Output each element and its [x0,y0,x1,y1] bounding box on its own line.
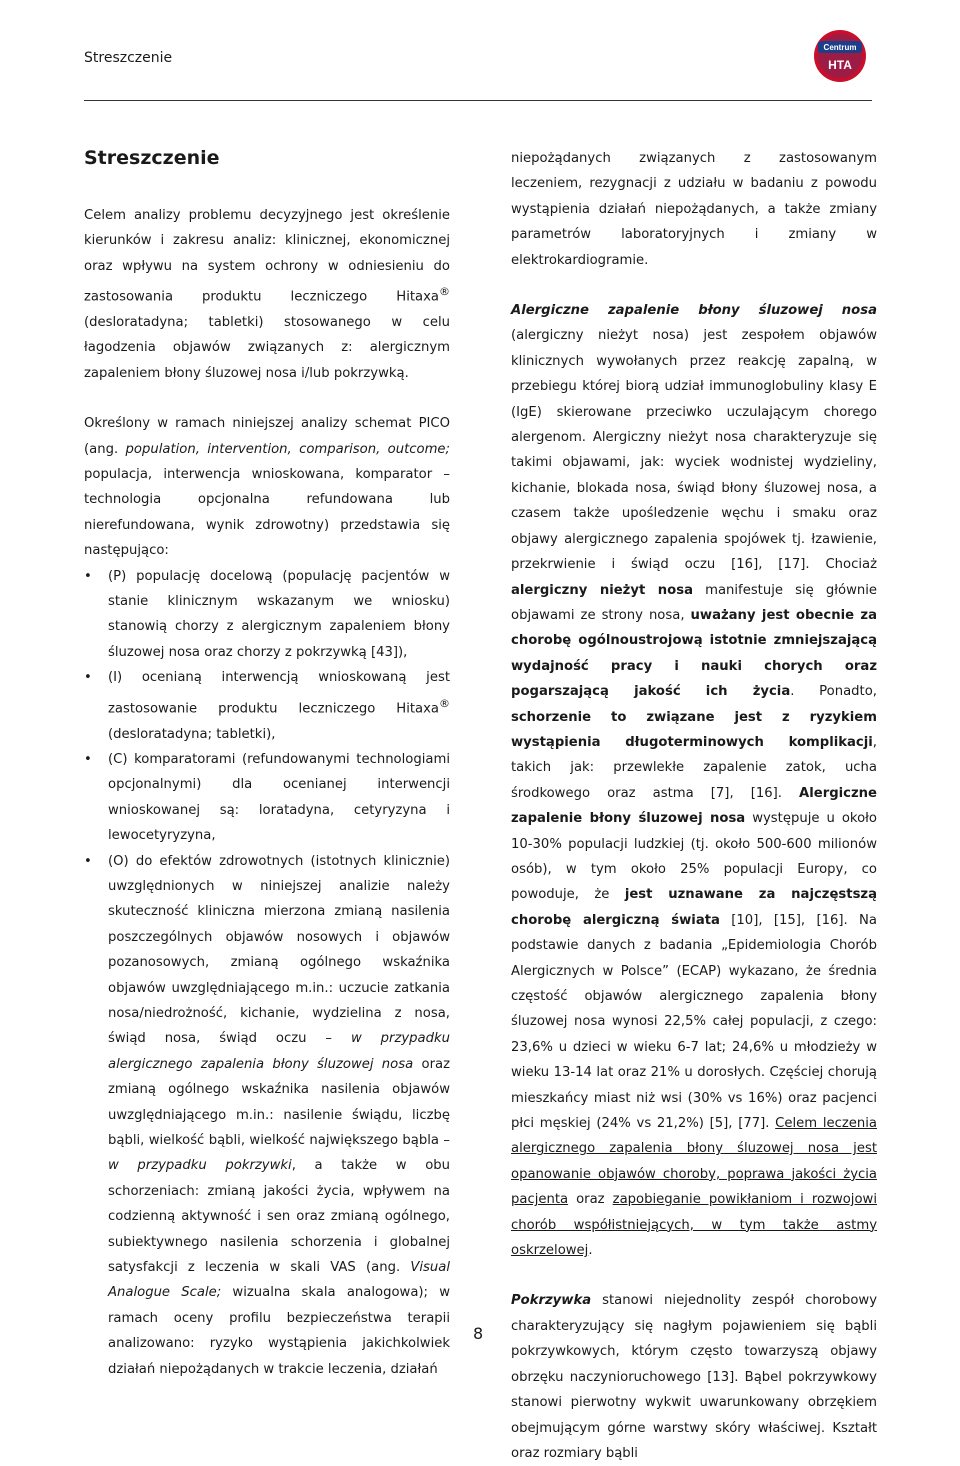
page-number: 8 [473,1324,484,1343]
section-title: Streszczenie [84,147,220,169]
intro-paragraph: Celem analizy problemu decyzyjnego jest określenie kierunków i zakresu analiz: klinicznej, ekonomicznej oraz wpływu na system ochrony w odniesieniu do zastosowania produktu leczniczego Hitaxa® (desloratadyna; tabletki) stosowanego w celu łagodzenia objawów związanych z: alergicznym zapaleniem błony śluzowej nosa i/lub pokrzywką. [84,208,450,381]
logo-text-bottom: HTA [828,58,852,72]
list-item: • (P) populację docelową (populację pacjentów w stanie klinicznym wskazanym we wniosku) stanowią chorzy z alergicznym zapaleniem błony śluzowej nosa oraz chorzy z pokrzywką [43]), [84,568,450,660]
list-item: • (O) do efektów zdrowotnych (istotnych klinicznie) uwzględnionych w niniejszej analizie należy skuteczność kliniczna mierzona zmianą nasilenia poszczególnych objawów nosowych i objawów pozanosowych, zmianą ogólnego wskaźnika objawów uwzględniającego m.in.: uczucie zatkania nosa/niedrożność, kichanie, wydzielina z nosa, świąd nosa, świąd oczu – w przypadku alergicznego zapalenia błony śluzowej nosa oraz zmianą ogólnego wskaźnika nasilenia objawów uwzględniającego m.in.: nasilenie świądu, liczbę bąbli, wielkość bąbli, wielkość największego bąbla – w przypadku pokrzywki, a także w obu schorzeniach: zmianą jakości życia, wpływem na codzienną aktywność i sen oraz zmianą ogólnego, subiektywnego nasilenia schorzenia i globalnej satysfakcji z leczenia w skali VAS (ang. Visual Analogue Scale; wizualna skala analogowa); w ramach oceny profilu bezpieczeństwa terapii analizowano: ryzyko wystąpienia jakichkolwiek działań niepożądanych w trakcie leczenia, działań [84,853,451,1377]
list-item: • (I) ocenianą interwencją wnioskowaną jest zastosowanie produktu leczniczego Hitaxa® (desloratadyna; tabletki), [84,670,450,742]
rhinitis-paragraph: Alergiczne zapalenie błony śluzowej nosa (alergiczny nieżyt nosa) jest zespołem objawów klinicznych wywołanych przez reakcję zapalną, w przebiegu której biorą udział immunoglobuliny klasy E (IgE) skierowane przeciwko uczulającym chorego alergenom. Alergiczny nieżyt nosa charakteryzuje się takimi objawami, jak: wyciek wodnistej wydzieliny, kichanie, blokada nosa, świąd błony śluzowej nosa, a czasem także upośledzenie węchu i smaku oraz objawy alergicznego zapalenia spojówek tj. łzawienie, przekrwienie i świąd oczu [16], [17]. Chociaż alergiczny nieżyt nosa manifestuje się głównie objawami ze strony nosa, uważany jest obecnie za chorobę ogólnoustrojową istotnie zmniejszającą wydajność pracy i nauki chorych oraz pogarszającą jakość ich życia. Ponadto, schorzenie to związane jest z ryzykiem wystąpienia długoterminowych komplikacji, takich jak: przewlekłe zapalenie zatok, ucha środkowego oraz astma [7], [16]. Alergiczne zapalenie błony śluzowej nosa występuje u około 10-30% populacji ludzkiej (tj. około 500-600 milionów osób), w tym około 25% populacji Europy, co powoduje, że jest uznawane za najczęstszą chorobę alergiczną świata [10], [15], [16]. Na podstawie danych z badania „Epidemiologia Chorób Alergicznych w Polsce” (ECAP) wykazano, że średnia częstość objawów alergicznego zapalenia błony śluzowej nosa wynosi 22,5% całej populacji, z czego: 23,6% u dzieci w wieku 6-7 lat; 24,6% u młodzieży w wieku 13-14 lat oraz 21% u dorosłych. Częściej chorują mieszkańcy miast niż wsi (30% vs 16%) oraz pacjenci płci męskiej (24% vs 21,2%) [5], [77]. Celem leczenia alergicznego zapalenia błony śluzowej nosa jest opanowanie objawów choroby, poprawa jakości życia pacjenta oraz zapobieganie powikłaniom i rozwojowi chorób współistniejących, w tym także astmy oskrzelowej. [511,303,878,1259]
right-column [511,146,877,1466]
centrum-hta-logo [812,28,868,84]
left-column [84,203,450,1382]
header-divider [84,100,872,101]
logo-text-top: Centrum [823,43,857,52]
urticaria-paragraph: Pokrzywka stanowi niejednolity zespół chorobowy charakteryzujący się nagłym pojawieniem się bąbli pokrzywkowych, którym często towarzyszą objawy obrzęku naczynioruchowego [13]. Bąbel pokrzywkowy stanowi pierwotny wykwit uwarunkowany obrzękiem obejmującym górne warstwy skóry właściwej. Kształt oraz rozmiary bąbli [511,1293,877,1461]
continued-paragraph: niepożądanych związanych z zastosowanym leczeniem, rezygnacji z udziału w badaniu z powodu wystąpienia działań niepożądanych, a także zmiany parametrów laboratoryjnych i zmiany w elektrokardiogramie. [511,151,877,268]
list-item: • (C) komparatorami (refundowanymi technologiami opcjonalnymi) dla ocenianej interwencji wnioskowanej są: loratadyna, cetyryzyna i lewocetyryzyna, [84,751,450,844]
pico-list [84,564,450,1382]
running-header: Streszczenie [84,50,173,66]
pico-paragraph: Określony w ramach niniejszej analizy schemat PICO (ang. population, intervention, comparison, outcome; populacja, interwencja wnioskowana, komparator – technologia opcjonalna refundowana lub nierefundowana, wynik zdrowotny) przedstawia się następująco: [84,416,450,559]
